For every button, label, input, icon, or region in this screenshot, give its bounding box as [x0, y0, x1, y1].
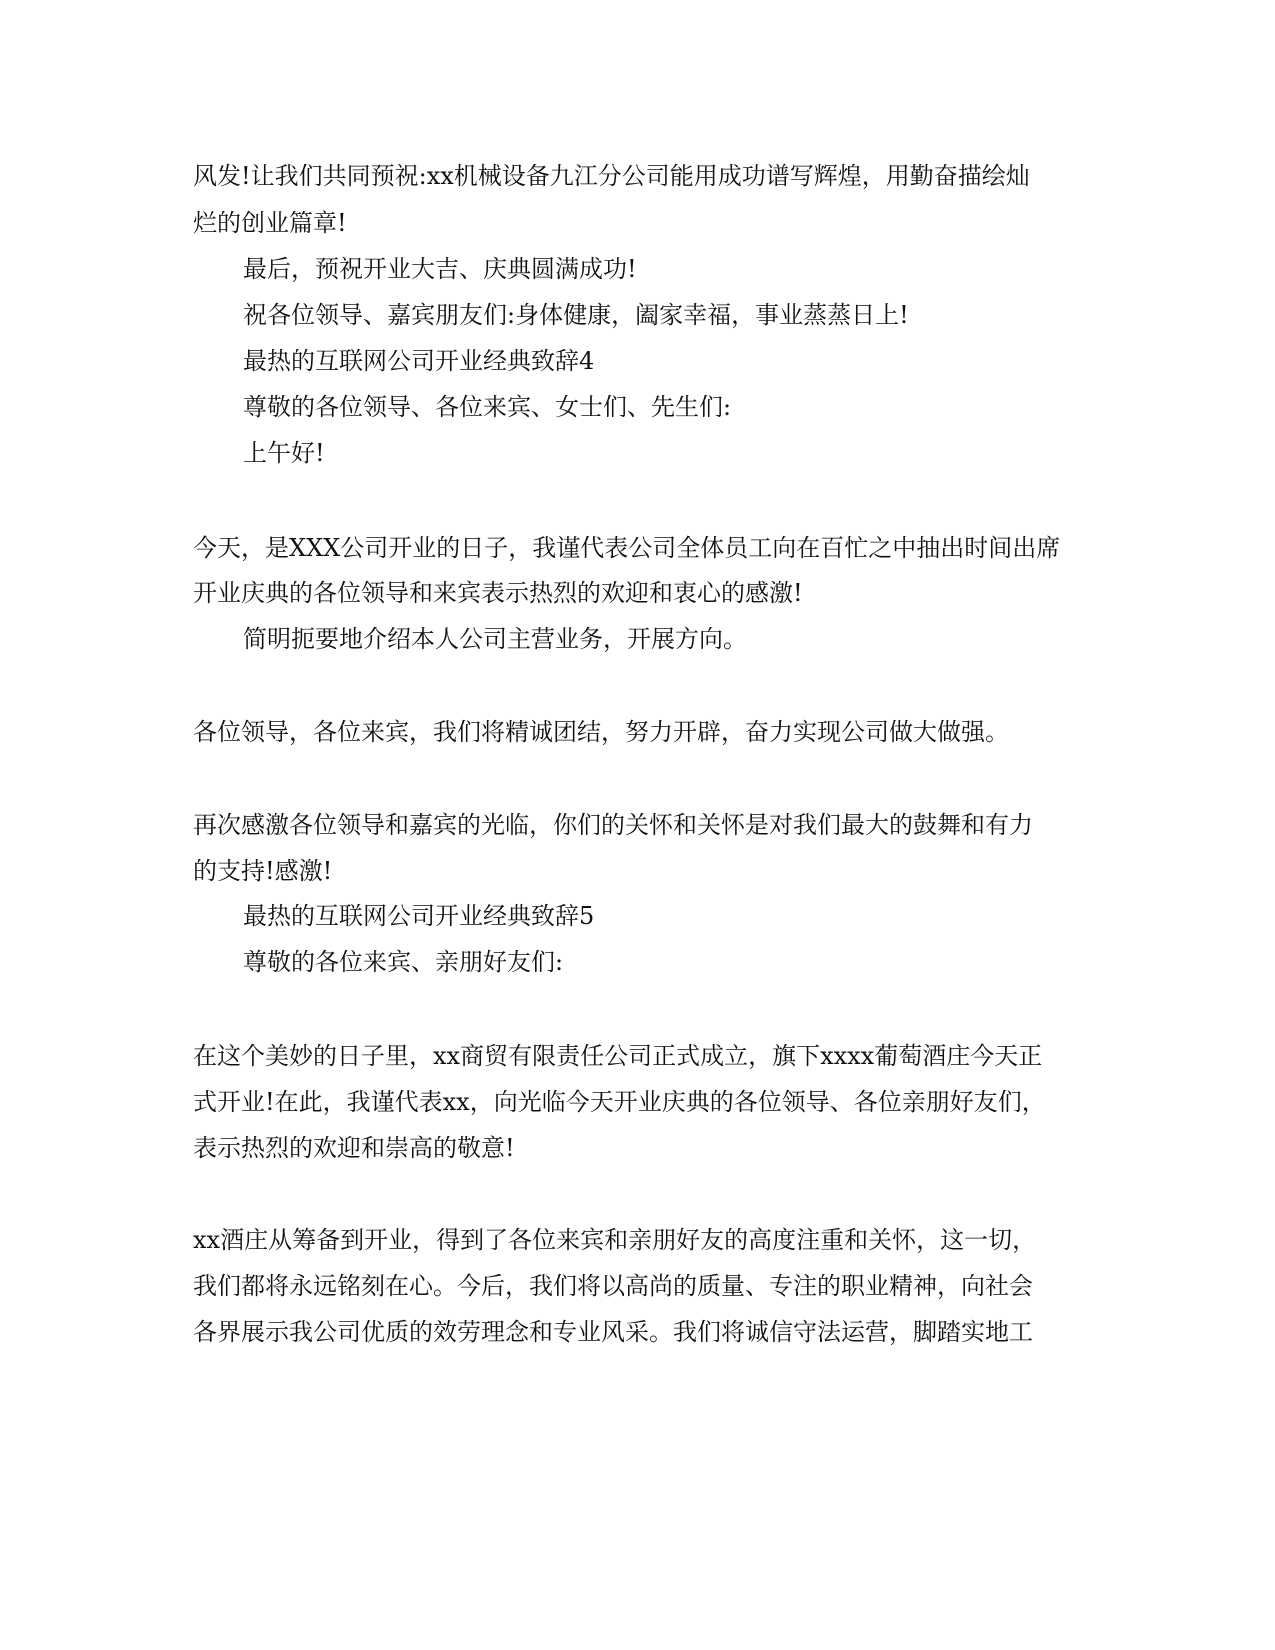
text-line: 式开业!在此，我谨代表xx，向光临今天开业庆典的各位领导、各位亲朋好友们， — [193, 1088, 1046, 1116]
text-line: 上午好! — [243, 439, 325, 467]
text-line: 开业庆典的各位领导和来宾表示热烈的欢迎和衷心的感激! — [193, 579, 803, 607]
text-line: 各界展示我公司优质的效劳理念和专业风采。我们将诚信守法运营，脚踏实地工 — [193, 1318, 1033, 1346]
text-line: 最后，预祝开业大吉、庆典圆满成功! — [243, 255, 637, 283]
text-line: 在这个美妙的日子里，xx商贸有限责任公司正式成立，旗下xxxx葡萄酒庄今天正 — [193, 1042, 1043, 1070]
text-line: 今天，是XXX公司开业的日子，我谨代表公司全体员工向在百忙之中抽出时间出席 — [193, 534, 1061, 562]
text-line: 风发!让我们共同预祝:xx机械设备九江分公司能用成功谱写辉煌，用勤奋描绘灿 — [193, 162, 1030, 190]
section-heading: 最热的互联网公司开业经典致辞4 — [243, 347, 595, 375]
text-line: 各位领导，各位来宾，我们将精诚团结，努力开辟，奋力实现公司做大做强。 — [193, 718, 1009, 746]
section-heading: 最热的互联网公司开业经典致辞5 — [243, 902, 595, 930]
text-line: 的支持!感激! — [193, 857, 333, 885]
text-line: 我们都将永远铭刻在心。今后，我们将以高尚的质量、专注的职业精神，向社会 — [193, 1272, 1033, 1300]
text-line: 烂的创业篇章! — [193, 209, 347, 237]
text-line: 祝各位领导、嘉宾朋友们:身体健康，阖家幸福，事业蒸蒸日上! — [243, 301, 909, 329]
text-line: 尊敬的各位领导、各位来宾、女士们、先生们: — [243, 393, 732, 421]
text-line: 表示热烈的欢迎和崇高的敬意! — [193, 1134, 515, 1162]
text-line: 尊敬的各位来宾、亲朋好友们: — [243, 948, 564, 976]
text-line: xx酒庄从筹备到开业，得到了各位来宾和亲朋好友的高度注重和关怀，这一切， — [193, 1226, 1037, 1254]
text-line: 简明扼要地介绍本人公司主营业务，开展方向。 — [243, 625, 747, 653]
text-line: 再次感激各位领导和嘉宾的光临，你们的关怀和关怀是对我们最大的鼓舞和有力 — [193, 811, 1033, 839]
